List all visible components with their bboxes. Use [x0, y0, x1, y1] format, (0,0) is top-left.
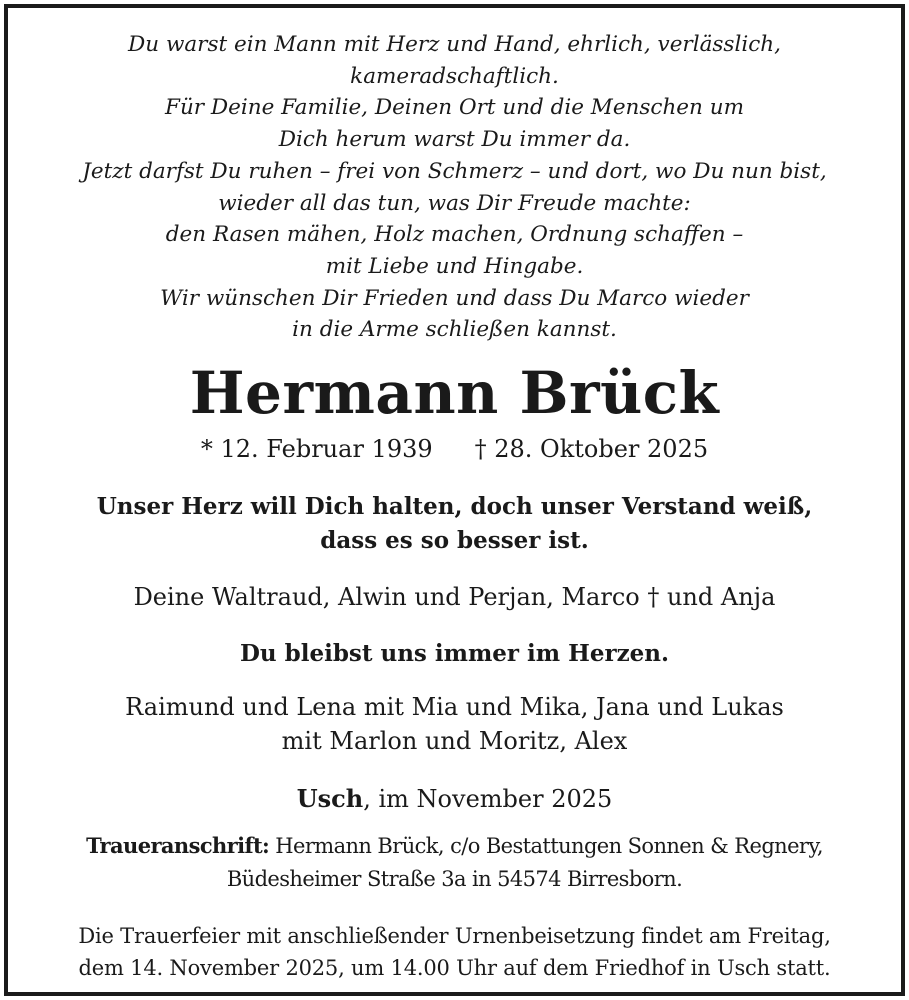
mourning-address [0, 829, 909, 896]
close-family: Deine Waltraud, Alwin und Perjan, Marco † und Anja [133, 583, 776, 611]
poem-line: Du warst ein Mann mit Herz und Hand, ehrlich, verlässlich, [128, 32, 781, 57]
life-dates [0, 430, 909, 468]
quote-line: Unser Herz will Dich halten, doch unser Verstand weiß, [96, 493, 813, 520]
family-line: Raimund und Lena mit Mia und Mika, Jana und Lukas [125, 693, 784, 721]
ceremony-notice [0, 920, 909, 984]
ceremony-line: Die Trauerfeier mit anschließender Urnenbeisetzung findet am Freitag, [78, 924, 831, 948]
ceremony-line: dem 14. November 2025, um 14.00 Uhr auf dem Friedhof in Usch statt. [78, 956, 831, 980]
address-label: Traueranschrift: [86, 833, 270, 858]
heart-line: Du bleibst uns immer im Herzen. [239, 640, 670, 667]
poem-line: Wir wünschen Dir Frieden und dass Du Marco wieder [160, 285, 749, 311]
poem-line: Dich herum warst Du immer da. [278, 127, 631, 153]
poem-line: den Rasen mähen, Holz machen, Ordnung schaffen – [165, 222, 744, 248]
address-line: Büdesheimer Straße 3a in 54574 Birresborn. [226, 867, 683, 891]
place-date [0, 780, 909, 818]
quote-line: dass es so besser ist. [320, 527, 589, 554]
poem-line: wieder all das tun, was Dir Freude machte: [218, 190, 691, 216]
deceased-name: Hermann Brück [189, 359, 720, 427]
address-line: Hermann Brück, c/o Bestattungen Sonnen & Regnery, [269, 834, 823, 858]
birth-date: * 12. Februar 1939 [200, 435, 433, 463]
family-line: mit Marlon und Moritz, Alex [281, 727, 628, 755]
poem-line: in die Arme schließen kannst. [292, 317, 617, 343]
farewell-quote [0, 490, 909, 558]
poem-line: Jetzt darfst Du ruhen – frei von Schmerz – und dort, wo Du nun bist, [82, 158, 827, 184]
memorial-poem [0, 29, 909, 346]
place-date-text: , im November 2025 [363, 785, 613, 813]
poem-line: Für Deine Familie, Deinen Ort und die Menschen um [165, 95, 744, 121]
poem-line: mit Liebe und Hingabe. [325, 253, 584, 279]
death-date: † 28. Oktober 2025 [474, 435, 709, 463]
poem-line: kameradschaftlich. [350, 63, 559, 89]
place-town: Usch [296, 784, 364, 813]
extended-family [0, 690, 909, 758]
